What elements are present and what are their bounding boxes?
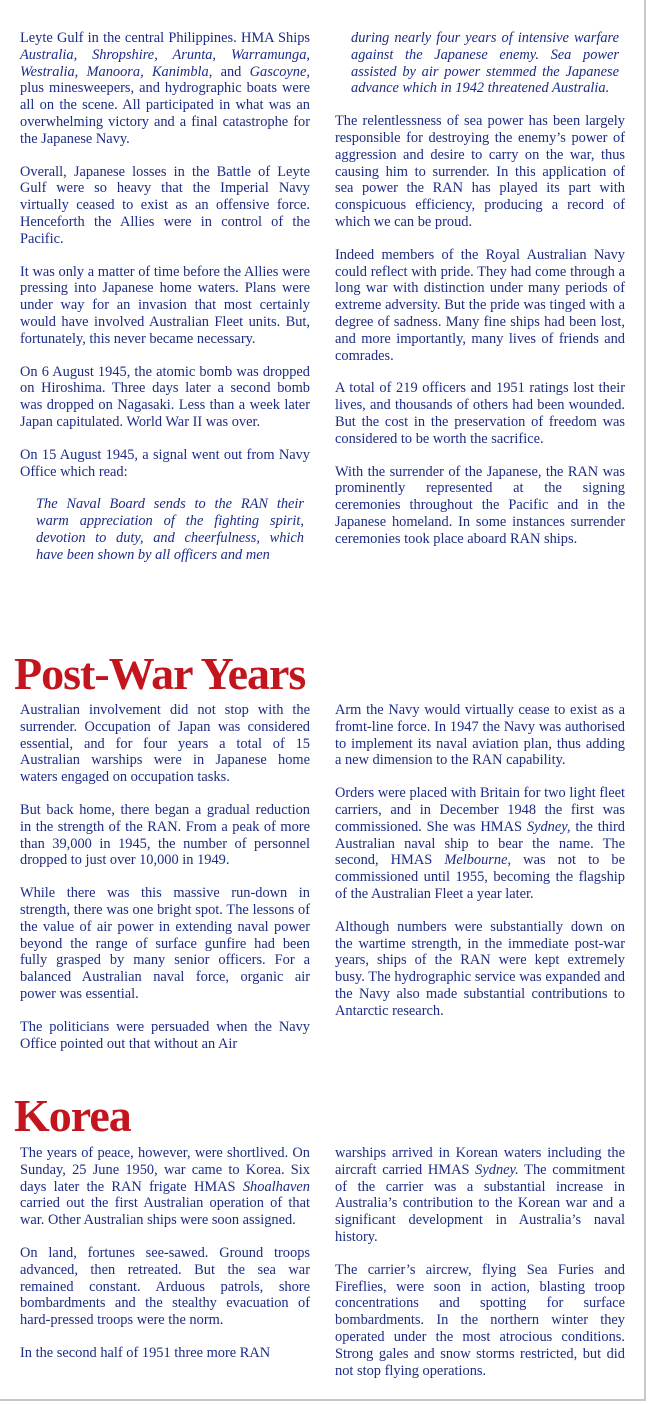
paragraph [20,885,310,1003]
italic-run: Sydney. [475,1161,519,1178]
paragraph [20,447,310,481]
italic-run: Gascoyne, [249,63,310,80]
korea-heading: Korea [14,1090,131,1141]
paragraph [335,380,625,447]
text-run: , was not to be commissioned until 1955, becoming the flagship of the Australian Fleet a year later. [335,852,625,902]
paragraph [20,1019,310,1053]
text-run: The commitment of the carrier was a substantial increase in Australia’s contribution to the Korean war and a significant development in Australia’s naval history. [335,1161,625,1245]
text-run: The carrier’s aircrew, flying Sea Furies and Fireflies, were soon in action, blasting troop concentrations and spotting for surface bombardments. In the northern winter they operated under the most atrocious conditions. Strong gales and snow storms restricted, but did not stop flying operations. [335,1261,625,1379]
text-run: Arm the Navy would virtually cease to exist as a fromt-line force. In 1947 the Navy was authorised to implement its naval aviation plan, thus adding a new dimension to the RAN capability. [335,702,625,769]
text-run: during nearly four years of intensive warfare against the Japanese enemy. Sea power assisted by air power stemmed the Japanese advance which in 1942 threatened Australia. [351,30,619,97]
text-run: plus minesweepers, and hydrographic boats were all on the scene. All participated in what was an overwhelming victory and a final catastrophe for the Japanese Navy. [20,80,310,147]
paragraph [335,702,625,769]
paragraph [335,1262,625,1380]
paragraph [20,364,310,431]
postwar-heading: Post-War Years [14,648,306,699]
italic-run: Shoalhaven [242,1178,310,1195]
korea-right-column [335,1145,625,1379]
paragraph [20,702,310,786]
italic-run: Australia, Shropshire, Arunta, Warramunga, Westralia, Manoora, Kanimbla, [20,46,310,80]
text-run: While there was this massive run-down in strength, there was one bright spot. The lessons of the value of air power in extending naval power beyond the range of surface gunfire had been fully grasped by many senior officers. For a balanced Australian naval force, organic air power was essential. [20,885,310,1002]
paragraph [335,247,625,365]
text-run: Although numbers were substantially down on the wartime strength, in the immediate post-war years, ships of the RAN were kept extremely busy. The hydrographic service was expanded and the Navy also made substantial contributions to Antarctic research. [335,918,625,1019]
section1-right-column [335,30,625,548]
paragraph [20,1145,310,1229]
text-run: warships arrived in Korean waters including the aircraft carried HMAS [335,1145,625,1178]
text-run: Orders were placed with Britain for two light fleet carriers, and in December 1948 the first was commissioned. She was HMAS [335,785,625,835]
text-run: The years of peace, however, were shortlived. On Sunday, 25 June 1950, war came to Korea. Six days later the RAN frigate HMAS [20,1145,310,1195]
paragraph [20,1245,310,1329]
korea-left-column [20,1145,310,1362]
text-run: Overall, Japanese losses in the Battle of Leyte Gulf were so heavy that the Imperial Navy virtually ceased to exist as an offensive force. Henceforth the Allies were in control of the Pacific. [20,163,310,247]
paragraph [335,919,625,1020]
text-run: and [212,63,250,80]
text-run: A total of 219 officers and 1951 ratings lost their lives, and thousands of others had been wounded. But the cost in the preservation of freedom was considered to be worth the sacrifice. [335,380,625,447]
quoted-paragraph [335,30,625,97]
text-run: The relentlessness of sea power has been largely responsible for destroying the enemy’s power of aggression and desire to carry on the war, thus causing him to surrender. In this application of sea power the RAN has played its part with conspicuous efficiency, producing a record of which we can be proud. [335,113,625,230]
text-run: Australian involvement did not stop with the surrender. Occupation of Japan was considered essential, and for four years a total of 15 Australian warships were in Japanese home waters engaged on occupation tasks. [20,702,310,786]
paragraph [20,30,310,148]
text-run: On 15 August 1945, a signal went out from Navy Office which read: [20,446,310,480]
text-run: On land, fortunes see-sawed. Ground troops advanced, then retreated. But the sea war remained constant. Arduous patrols, shore bombardments and the stealthy evacuation of hard-pressed troops were the norm. [20,1244,310,1329]
text-run: The Naval Board sends to the RAN their warm appreciation of the fighting spirit, devotion to duty, and cheerfulness, which have been shown by all officers and men [36,496,304,563]
text-run: On 6 August 1945, the atomic bomb was dropped on Hiroshima. Three days later a second bomb was dropped on Nagasaki. Less than a week later Japan capitulated. World War II was over. [20,363,310,430]
postwar-left-column [20,702,310,1052]
paragraph [335,113,625,231]
paragraph [335,464,625,548]
text-run: The politicians were persuaded when the Navy Office pointed out that without an Air [20,1018,310,1052]
text-run: But back home, there began a gradual reduction in the strength of the RAN. From a peak of more than 39,000 in 1945, the number of personnel dropped to just over 10,000 in 1949. [20,801,310,869]
paragraph [20,1345,310,1362]
paragraph [20,802,310,869]
section1-left-column [20,30,310,564]
text-run: the third Australian naval ship to bear the name. The second, HMAS [335,818,625,869]
quoted-paragraph [20,496,310,563]
paragraph [335,1145,625,1246]
text-run: carried out the first Australian operation of that war. Other Australian ships were soon assigned. [20,1195,310,1229]
paragraph [20,164,310,248]
paragraph [335,785,625,903]
text-run: Leyte Gulf in the central Philippines. HMA Ships [20,30,310,46]
text-run: Indeed members of the Royal Australian Navy could reflect with pride. They had come through a long war with distinction under many periods of extreme adversity. But the pride was tinged with a degree of sadness. Many fine ships had been lost, and more importantly, many lives of friends and comrades. [335,246,625,364]
text-run: It was only a matter of time before the Allies were pressing into Japanese home waters. Plans were under way for an invasion that most certainly would have involved Australian Fleet units. But, fortunately, this never became necessary. [20,263,310,347]
text-run: With the surrender of the Japanese, the RAN was prominently represented at the signing ceremonies throughout the Pacific and in the Japanese homeland. In some instances surrender ceremonies took place aboard RAN ships. [335,463,625,547]
italic-run: Melbourne [444,852,508,869]
italic-run: Sydney, [526,818,571,835]
paragraph [20,264,310,348]
text-run: In the second half of 1951 three more RAN [20,1344,271,1361]
postwar-right-column [335,702,625,1020]
